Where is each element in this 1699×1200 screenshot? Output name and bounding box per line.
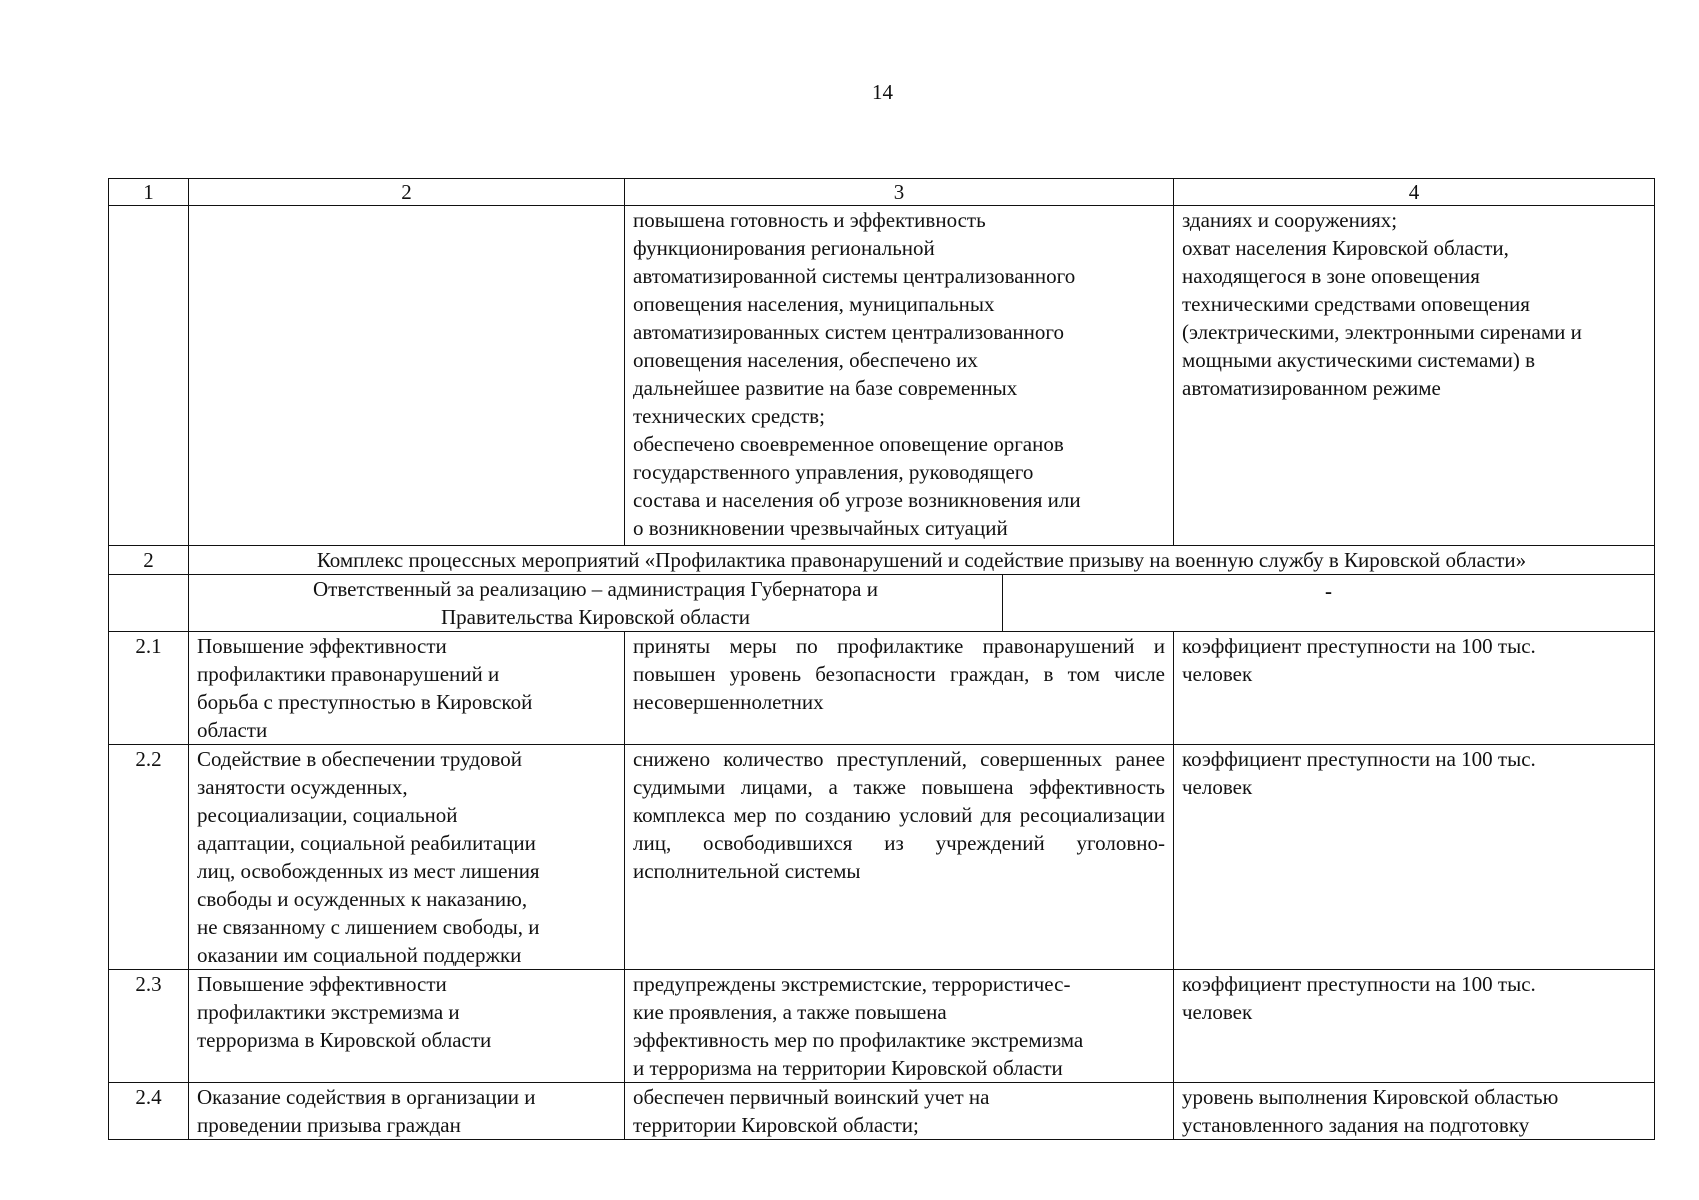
section-title: Комплекс процессных мероприятий «Профилактика правонарушений и содействие призыву на военную службу в Кировской области» <box>189 546 1655 575</box>
result-cell <box>625 970 1174 1083</box>
table-row <box>109 632 1655 745</box>
table-header-row <box>109 179 1655 206</box>
result-cell <box>625 745 1174 970</box>
responsible-label-cell <box>189 575 1003 631</box>
indicator-cell <box>1174 970 1655 1083</box>
indicator-cell <box>1174 745 1655 970</box>
column-header-4: 4 <box>1174 179 1655 206</box>
responsible-split <box>189 575 1654 631</box>
table-row <box>109 970 1655 1083</box>
responsible-container <box>189 575 1655 632</box>
page-number: 14 <box>872 80 893 104</box>
result-cell <box>625 206 1174 546</box>
indicator-cell <box>1174 632 1655 745</box>
indicator-text: коэффициент преступности на 100 тыс. человек <box>1182 634 1536 686</box>
task-cell-empty <box>189 206 625 546</box>
task-text: Оказание содействия в организации и проведении призыва граждан <box>197 1085 536 1137</box>
table-row <box>109 745 1655 970</box>
result-cell <box>625 632 1174 745</box>
row-number-empty <box>109 206 189 546</box>
task-cell <box>189 632 625 745</box>
column-header-2: 2 <box>189 179 625 206</box>
indicator-text: коэффициент преступности на 100 тыс. человек <box>1182 747 1536 799</box>
result-text: приняты меры по профилактике правонарушений и повышен уровень безопасности граждан, в том числе несовершеннолетних <box>633 634 1165 714</box>
row-number: 2.2 <box>109 745 189 970</box>
result-text: обеспечен первичный воинский учет на территории Кировской области; <box>633 1085 990 1137</box>
row-number: 2.3 <box>109 970 189 1083</box>
result-cell <box>625 1083 1174 1140</box>
task-cell <box>189 745 625 970</box>
table-row-continuation <box>109 206 1655 546</box>
indicator-text: зданиях и сооружениях; охват населения Кировской области, находящегося в зоне оповещения техническими средствами оповещения (электрическими, электронными сиренами и мощными акустическими системами) в автоматизированном режиме <box>1182 208 1582 400</box>
indicator-cell <box>1174 1083 1655 1140</box>
column-header-1: 1 <box>109 179 189 206</box>
indicator-cell <box>1174 206 1655 546</box>
task-text: Повышение эффективности профилактики правонарушений и борьба с преступностью в Кировской области <box>197 634 533 742</box>
indicator-text: уровень выполнения Кировской областью установленного задания на подготовку <box>1182 1085 1559 1137</box>
task-cell <box>189 1083 625 1140</box>
task-cell <box>189 970 625 1083</box>
column-header-3: 3 <box>625 179 1174 206</box>
result-text: предупреждены экстремистские, террористичес- кие проявления, а также повышена эффективность мер по профилактике экстремизма и терроризма на территории Кировской области <box>633 972 1084 1080</box>
row-number: 2.4 <box>109 1083 189 1140</box>
indicator-text: коэффициент преступности на 100 тыс. человек <box>1182 972 1536 1024</box>
result-text: повышена готовность и эффективность функционирования региональной автоматизированной системы централизованного оповещения населения, муниципальных автоматизированных систем централизованного оповещения населения, обеспечено их дальнейшее развитие на базе современных технических средств; обеспечено своевременное оповещение органов государственного управления, руководящего состава и населения об угрозе возникновения или о возникновении чрезвычайных ситуаций <box>633 208 1081 540</box>
measures-table <box>108 178 1655 1140</box>
row-number: 2.1 <box>109 632 189 745</box>
result-text: снижено количество преступлений, совершенных ранее судимыми лицами, а также повышена эффективность комплекса мер по созданию условий для ресоциализации лиц, освободившихся из учреждений уголовно-исполнительной системы <box>633 747 1165 883</box>
responsible-number-empty <box>109 575 189 632</box>
section-number: 2 <box>109 546 189 575</box>
responsible-text: Ответственный за реализацию – администрация Губернатора и Правительства Кировской области <box>312 577 878 629</box>
task-text: Содействие в обеспечении трудовой занятости осужденных, ресоциализации, социальной адаптации, социальной реабилитации лиц, освобожденных из мест лишения свободы и осужденных к наказанию, не связанному с лишением свободы, и оказании им социальной поддержки <box>197 747 540 967</box>
section-title-row <box>109 546 1655 575</box>
responsible-value: - <box>1325 579 1332 603</box>
task-text: Повышение эффективности профилактики экстремизма и терроризма в Кировской области <box>197 972 492 1052</box>
table-row <box>109 1083 1655 1140</box>
responsible-row <box>109 575 1655 632</box>
